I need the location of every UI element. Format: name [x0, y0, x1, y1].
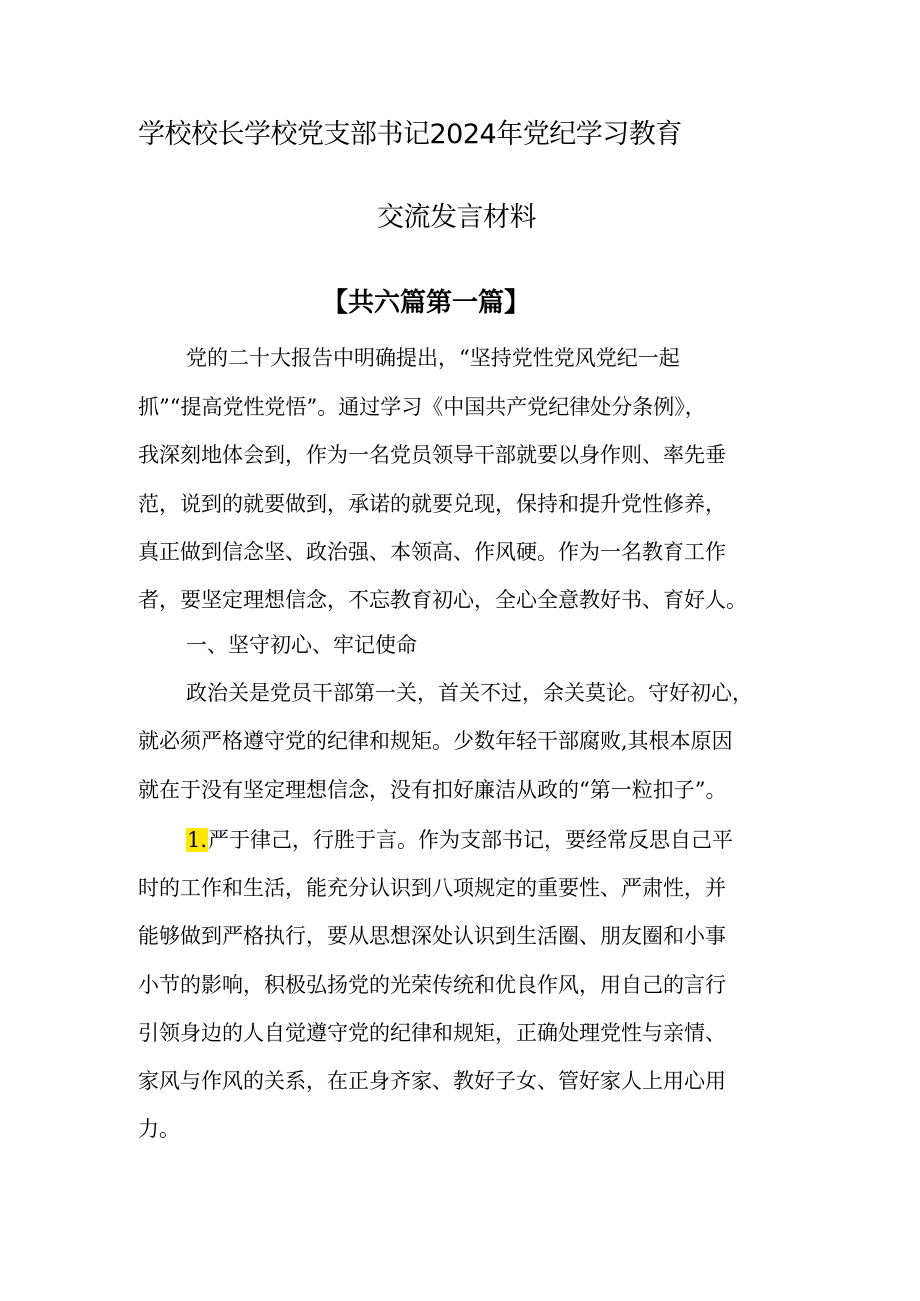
- paragraph-line-text: 严于律己，行胜于言。作为支部书记，要经常反思自己平: [208, 828, 734, 852]
- paragraph-line: 小节的影响，积极弘扬党的光荣传统和优良作风，用自己的言行: [138, 973, 726, 997]
- paragraph-line: 时的工作和生活，能充分认识到八项规定的重要性、严肃性，并: [138, 876, 726, 900]
- paragraph-line: 力。: [138, 1117, 180, 1141]
- paragraph-line: 抓”“提高党性党悟”。通过学习《中国共产党纪律处分条例》，: [138, 395, 706, 419]
- paragraph-line: 政治关是党员干部第一关，首关不过，余关莫论。守好初心，: [186, 681, 753, 705]
- paragraph-line: 就在于没有坚定理想信念，没有扣好廉洁从政的“第一粒扣子”。: [138, 778, 727, 802]
- document-subtitle: 【共六篇第一篇】: [322, 288, 531, 318]
- paragraph-line: 范，说到的就要做到，承诺的就要兑现，保持和提升党性修养，: [138, 492, 726, 516]
- paragraph-line: 党的二十大报告中明确提出，“坚持党性党风党纪一起: [186, 346, 680, 370]
- document-title-line-2: 交流发言材料: [377, 202, 536, 233]
- paragraph-line: [186, 825, 733, 855]
- paragraph-line: 我深刻地体会到，作为一名党员领导干部就要以身作则、率先垂: [138, 443, 726, 467]
- paragraph-line: 引领身边的人自觉遵守党的纪律和规矩，正确处理党性与亲情、: [138, 1021, 726, 1045]
- paragraph-line: 真正做到信念坚、政治强、本领高、作风硬。作为一名教育工作: [138, 540, 726, 564]
- paragraph-line: 家风与作风的关系，在正身齐家、教好子女、管好家人上用心用: [138, 1069, 726, 1093]
- paragraph-line: 者，要坚定理想信念，不忘教育初心，全心全意教好书、育好人。: [138, 588, 747, 612]
- paragraph-line: 能够做到严格执行，要从思想深处认识到生活圈、朋友圈和小事: [138, 924, 726, 948]
- paragraph-line: 就必须严格遵守党的纪律和规矩。少数年轻干部腐败,其根本原因: [138, 729, 733, 753]
- document-title-line-1: 学校校长学校党支部书记2024年党纪学习教育: [138, 119, 682, 150]
- section-heading: 一、坚守初心、牢记使命: [186, 633, 417, 657]
- highlighted-list-marker: 1.: [187, 828, 208, 852]
